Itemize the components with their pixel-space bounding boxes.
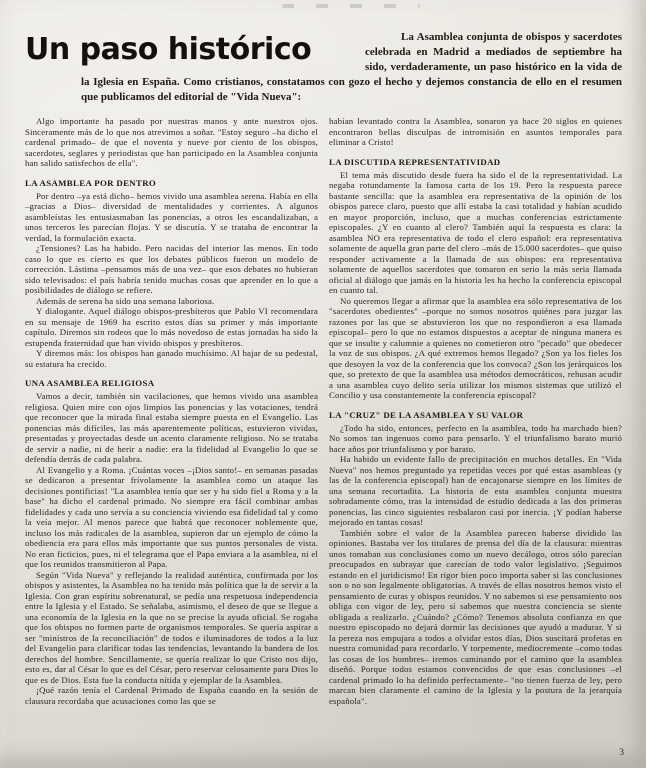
section-heading: LA ASAMBLEA POR DENTRO bbox=[25, 177, 157, 188]
paragraph: Ha habido un evidente fallo de precipitación en muchos detalles. En "Vida Nueva" nos hemos preguntado ya repetidas veces por qué estas asambleas (y las de la conferencia episcopal) han de encajonarse siempre en los límites de una semana recortadita. La historia de esta asamblea conjunta muestra sobradamente cómo, tras la intensidad de estudio dedicada a las dos primeras ponencias, las cinco siguientes resbalaron casi por inercia. ¡Y podían haberse mejorado en tantas cosas! bbox=[329, 454, 622, 527]
paragraph: No queremos llegar a afirmar que la asamblea era sólo representativa de los "sacerdotes obedientes" –porque no somos nosotros quiénes para juzgar las razones por las que se abstuvieron los que no respondieron a esa llamada episcopal– pero lo que no estamos dispuestos a aceptar de ninguna manera es que se insulte y calumnie a quienes no cometieron otro "pecado" que obedecer la voz de sus obispos. ¿A qué extremos hemos llegado? ¿Son ya los fieles los que desoyen la voz de la conferencia que los convoca? ¿Son los jerárquicos los que, so pretexto de que la asamblea usa métodos democráticos, rehusan acudir a una asamblea cuyo delito sería utilizar los mismos sistemas que utilizó el Concilio y usa constantemente la conferencia episcopal? bbox=[329, 295, 622, 400]
paragraph: ¿Tensiones? Las ha habido. Pero nacidas del interior las menos. En todo caso lo que es cierto es que los debates públicos fueron un modelo de corrección. Lástima –pensamos más de una vez– que esos debates no hubieran sido televisados: el país habría tenido muchas cosas que aprender en lo que a posibilidades de diálogo se refiere. bbox=[25, 243, 318, 295]
paragraph: ¡Qué razón tenía el Cardenal Primado de España cuando en la sesión de clausura recordaba que acusaciones como las que se bbox=[25, 685, 318, 706]
paragraph: Y dialogante. Aquel diálogo obispos-presbíteros que Pablo VI recomendara en su mensaje de 1969 ha escrito estos días su primer y más importante capítulo. Diremos sin rodeos que lo más novedoso de estas jornadas ha sido la estupenda fraternidad que han vivido obispos y presbíteros. bbox=[25, 306, 318, 348]
section-heading: UNA ASAMBLEA RELIGIOSA bbox=[25, 378, 155, 388]
paragraph: Además de serena ha sido una semana laboriosa. bbox=[36, 295, 215, 306]
article-title: Un paso histórico bbox=[25, 32, 312, 67]
paragraph: Al Evangelio y a Roma. ¡Cuántas voces –¡Dios santo!– en semanas pasadas se dedicaron a presentar frívolamente la asamblea como un ataque las decisiones pontificias! "La asamblea tenía que ser y ha sido fiel a Roma y a la base" ha dicho el cardenal primado. No siempre era fácil combinar ambas fidelidades y cada uno servía a su conciencia viviendo esa fidelidad tal y como la veía mejor. Al menos parece que habrá que reconocer noblemente que, incluso los más radicales de la asamblea, supieron dar un ejemplo de cómo la obediencia era para ellos más importante que sus puntos personales de vista. No eran ficticios, pues, ni el telegrama que el Papa enviara a la asamblea, ni el que los reunidos transmitieron al Papa. bbox=[25, 464, 318, 569]
article-header bbox=[0, 0, 646, 107]
article-body bbox=[0, 107, 646, 706]
left-column bbox=[25, 116, 318, 706]
section-heading: LA DISCUTIDA REPRESENTATIVIDAD bbox=[329, 156, 501, 167]
article-intro: La Asamblea conjunta de obispos y sacerdotes celebrada en Madrid a mediados de septiembre ha sido, verdaderamente, un paso histórico en la vida de la Iglesia en España. Como cristianos, constatamos con gozo el hecho y dejemos constancia de ello en el resumen que publicamos del editorial de "Vida Nueva": bbox=[81, 31, 622, 103]
page-number: 3 bbox=[619, 748, 624, 758]
right-column bbox=[329, 116, 622, 706]
scan-artifact bbox=[282, 4, 420, 8]
paragraph: Según "Vida Nueva" y reflejando la realidad auténtica, confirmada por los obispos y asistentes, la Asamblea no ha tenido más política que la de servir a la Iglesia. Con gran espíritu sobrenatural, se pedía una respetuosa independencia entre la Iglesia y el Estado. Se señalaba, asimismo, el deseo de que se llegue a una economía de la Iglesia en la que no se precise la ayuda oficial. Se rogaba que los obispos no formen parte de organismos temporales. Se quería aspirar a ser "ministros de la reconciliación" de todos e iluminadores de todos a la luz del Evangelio para clarificar todas las tendencias, levantando la bandera de los derechos del hombre. Sencillamente, se quería realizar lo que Cristo nos dijo, esto es, dar al César lo que es del César, pero reservar celosamente para Dios lo que es de Dios. Esta fue la conducta nítida y ejemplar de la Asamblea. bbox=[25, 569, 318, 685]
section-heading: LA "CRUZ" DE LA ASAMBLEA Y SU VALOR bbox=[329, 409, 524, 420]
paragraph: Algo importante ha pasado por nuestras manos y ante nuestros ojos. Sinceramente más de lo que nos atrevimos a soñar. "Estoy seguro –ha dicho el cardenal primado– de que el noventa y nueve por ciento de los obispos, sacerdotes, seglares y periodistas que han participado en la Asamblea conjunta han salido satisfechos de ella". bbox=[25, 116, 318, 168]
paragraph: El tema más discutido desde fuera ha sido el de la representatividad. La negaba rotundamente la famosa carta de los 19. Pero la respuesta parece bastante sencilla: que la asamblea era representativa de la opinión de los obispos parece claro, puesto que allí estaba la casi totalidad y habían acudido en mayor proporción, incluso, que a muchas conferencias estrictamente episcopales. ¿Y en cuanto al clero? También aquí la respuesta es clara: la asamblea NO era representativa de todo el clero español: era representativa solamente de aquella gran parte del clero –más de 15.000 sacerdotes– que quiso responder activamente a la llamada de sus obispos: era representativa solamente de aquellos sacerdotes que tomaron en serio la más seria llamada oficial al diálogo que jamás en la historia les ha hecho la conferencia episcopal en cuanto tal. bbox=[329, 169, 622, 295]
paragraph: Vamos a decir, también sin vacilaciones, que hemos vivido una asamblea religiosa. Quien mire con ojos limpios las ponencias y las votaciones, tendrá que reconocer que la mirada final estaba siempre puesta en el Evangelio. Las ponencias más difíciles, las más aparentemente políticas, estuvieron vividas, presentadas y proyectadas desde un acento claramente religioso. No se trataba de servir a nadie, ni de herir a nadie: era la fidelidad al Evangelio lo que se defendía detrás de cada palabra. bbox=[25, 391, 318, 464]
paragraph: Por dentro –ya está dicho– hemos vivido una asamblea serena. Había en ella –gracias a Dios– diversidad de mentalidades y corrientes. A algunos asambleístas les entusiasmaban las ponencias, a otros les escandalizaban, a unos terceros les parecían flojas. Y se discutía. Y se trataba de encontrar la verdad, la formulación exacta. bbox=[25, 190, 318, 243]
paragraph: Y diremos más: los obispos han ganado muchísimo. Al bajar de su pedestal, su estatura ha crecido. bbox=[25, 348, 318, 369]
paragraph: También sobre el valor de la Asamblea parecen haberse dividido las opiniones. Bastaba ver los titulares de prensa del día de la clausura: mientras unos tomaban sus conclusiones como un nuevo decálogo, otros sólo parecían preocupados en subrayar que carecían de todo valor legislativo. ¡Seguimos estando en el juridicismo! En rigor bien poco importa saber si las conclusiones son o no son legalmente obligatorias. A través de ellas nosotros hemos visto el pensamiento de curas y obispos reunidos. Y no sabemos si ese pensamiento nos obliga con vigor de ley, pero sí sabemos que nuestra conciencia se siente obligada a realizarlo. ¿Cuándo? ¿Cómo? Tenemos absoluta confianza en que nuestro episcopado no dejará dormir las decisiones que ayudó a madurar. Y si la pereza nos empujara a todos a olvidar estos días, Dios suscitará profetas en nuestra comunidad para recordarlo. Y torpemente, mediocremente –como todas las cosas de los hombres– iremos caminando por el camino que la asamblea diseñó. Porque todos estamos convencidos de que esas conclusiones –el cardenal primado lo ha definido perfectamente– "no tienen fuerza de ley, pero marcan bien claramente el camino de la Iglesia y la postura de la jerarquía española". bbox=[329, 527, 622, 706]
paragraph: ¿Todo ha sido, entonces, perfecto en la asamblea, todo ha marchado bien? No somos tan ingenuos como para pensarlo. Y el triunfalismo barato murió hace años por triunfalismo y por barato. bbox=[329, 422, 622, 454]
paragraph: habían levantado contra la Asamblea, sonaron ya hace 20 siglos en quienes encontraron bellas disculpas de intromisión en asuntos temporales para eliminar a Cristo! bbox=[329, 116, 622, 147]
layout-spacer bbox=[25, 75, 81, 107]
